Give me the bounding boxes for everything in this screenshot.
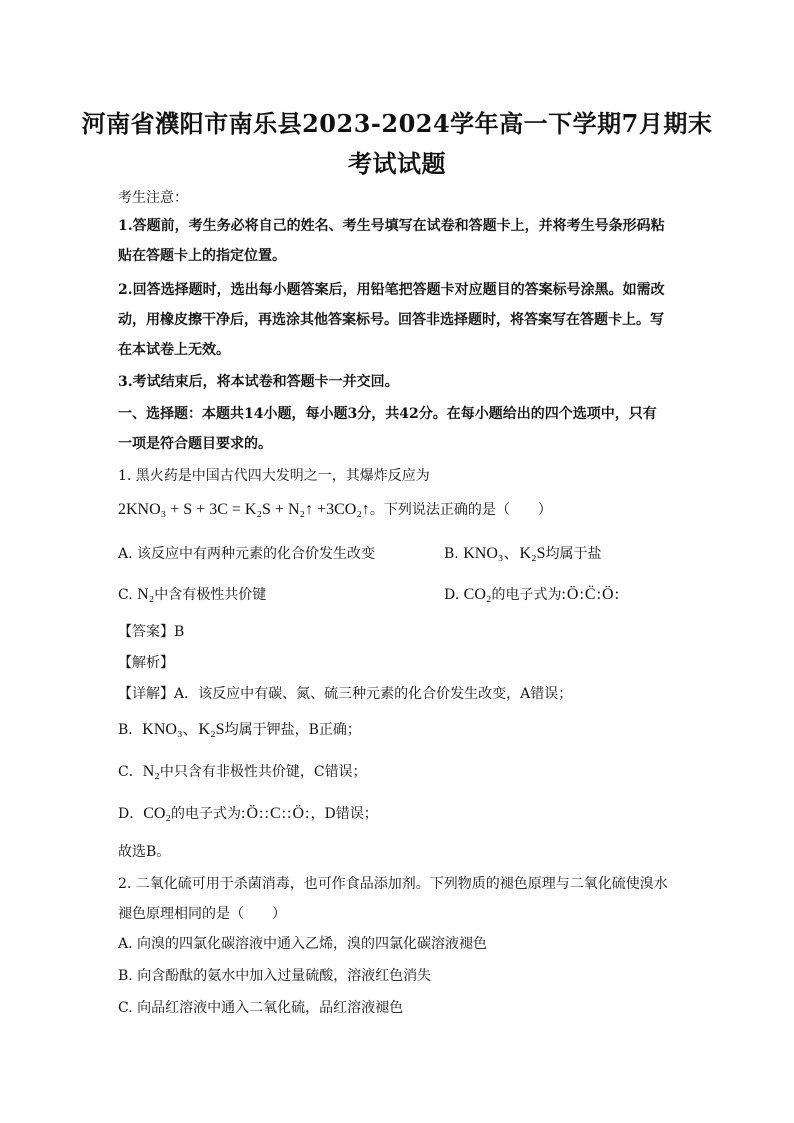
section-heading-cont: 一项是符合题目要求的。 xyxy=(118,436,272,452)
section-heading: 一、选择题：本题共14小题，每小题3分，共42分。在每小题给出的四个选项中，只有 xyxy=(118,406,657,422)
q1-detail-a: 【详解】A．该反应中有碳、氮、硫三种元素的化合价发生改变，A错误； xyxy=(118,686,573,702)
notice-item-2: 2.回答选择题时，选出每小题答案后，用铅笔把答题卡对应题目的答案标号涂黑。如需改 xyxy=(118,282,665,298)
q1-option-d xyxy=(444,585,620,605)
q1-answer: 【答案】B xyxy=(118,624,185,640)
q1-analysis-label: 【解析】 xyxy=(118,655,174,671)
q1-option-c-prefix: C. xyxy=(118,587,133,603)
q1-option-d-prefix: D. xyxy=(444,587,460,603)
q1-option-c-text: 中含有极性共价键 xyxy=(154,587,267,603)
page-title: 河南省濮阳市南乐县2023-2024学年高一下学期7月期末 xyxy=(81,109,713,138)
q1-option-c xyxy=(118,585,266,605)
q1-detail-c-formula: N₂ xyxy=(142,763,160,780)
notice-item-2-cont: 动，用橡皮擦干净后，再选涂其他答案标号。回答非选择题时，将答案写在答题卡上。写 xyxy=(118,312,664,328)
q1-detail-d-tail: ，D错误； xyxy=(310,806,378,822)
q1-detail-c-prefix: C． xyxy=(118,764,143,780)
q1-option-a: A. 该反应中有两种元素的化合价发生改变 xyxy=(118,546,376,562)
q2-option-c: C. 向品红溶液中通入二氧化硫，品红溶液褪色 xyxy=(118,1000,404,1016)
notice-item-1-cont: 贴在答题卡上的指定位置。 xyxy=(118,248,286,264)
q2-stem-cont: 褪色原理相同的是（ ） xyxy=(118,906,286,922)
q2-option-a: A. 向溴的四氯化碳溶液中通入乙烯，溴的四氯化碳溶液褪色 xyxy=(118,936,488,952)
q1-detail-b-text: 均属于钾盐，B正确； xyxy=(224,722,361,738)
co2-electron-structure: :Ö:C̈:Ö: xyxy=(561,586,621,603)
q1-detail-d-formula: CO₂ xyxy=(143,805,172,822)
q1-equation: 2KNO₃ + S + 3C = K₂S + N₂↑ +3CO₂↑ xyxy=(118,501,370,518)
notice-item-3: 3.考试结束后，将本试卷和答题卡一并交回。 xyxy=(118,374,399,390)
q1-equation-line xyxy=(118,500,552,520)
notice-item-1: 1.答题前，考生务必将自己的姓名、考生号填写在试卷和答题卡上，并将考生号条形码粘 xyxy=(118,218,665,234)
q1-detail-c xyxy=(118,762,367,782)
q1-detail-b-prefix: B． xyxy=(118,722,143,738)
q1-detail-d-text: 的电子式为 xyxy=(171,806,242,822)
q1-detail-d-prefix: D． xyxy=(118,806,144,822)
q1-conclusion: 故选B。 xyxy=(118,844,171,860)
q1-detail-b xyxy=(118,720,361,740)
q1-option-d-text: 的电子式为 xyxy=(491,587,562,603)
q1-detail-c-text: 中只含有非极性共价键，C错误； xyxy=(159,764,367,780)
q1-stem-tail: 。下列说法正确的是（ ） xyxy=(369,502,552,518)
co2-electron-structure-detail: :Ö::C::Ö: xyxy=(241,805,311,822)
notice-item-2-cont2: 在本试卷上无效。 xyxy=(118,342,230,358)
q1-option-b-text: 均属于盐 xyxy=(545,546,602,562)
q1-option-b-formula: KNO₃、K₂S xyxy=(463,545,546,562)
q1-detail-b-formula: KNO₃、K₂S xyxy=(142,721,225,738)
q1-detail-d xyxy=(118,804,378,824)
q1-option-b xyxy=(444,544,601,564)
q1-option-c-formula: N₂ xyxy=(137,586,155,603)
q2-option-b: B. 向含酚酞的氨水中加入过量硫酸，溶液红色消失 xyxy=(118,968,432,984)
q1-option-b-prefix: B. xyxy=(444,546,459,562)
q2-stem: 2. 二氧化硫可用于杀菌消毒，也可作食品添加剂。下列物质的褪色原理与二氧化硫使溴水 xyxy=(118,876,668,892)
notice-heading: 考生注意： xyxy=(118,190,188,206)
q1-option-d-formula: CO₂ xyxy=(463,586,492,603)
q1-stem: 1. 黑火药是中国古代四大发明之一，其爆炸反应为 xyxy=(118,468,430,484)
page-title-line2: 考试试题 xyxy=(348,149,446,178)
